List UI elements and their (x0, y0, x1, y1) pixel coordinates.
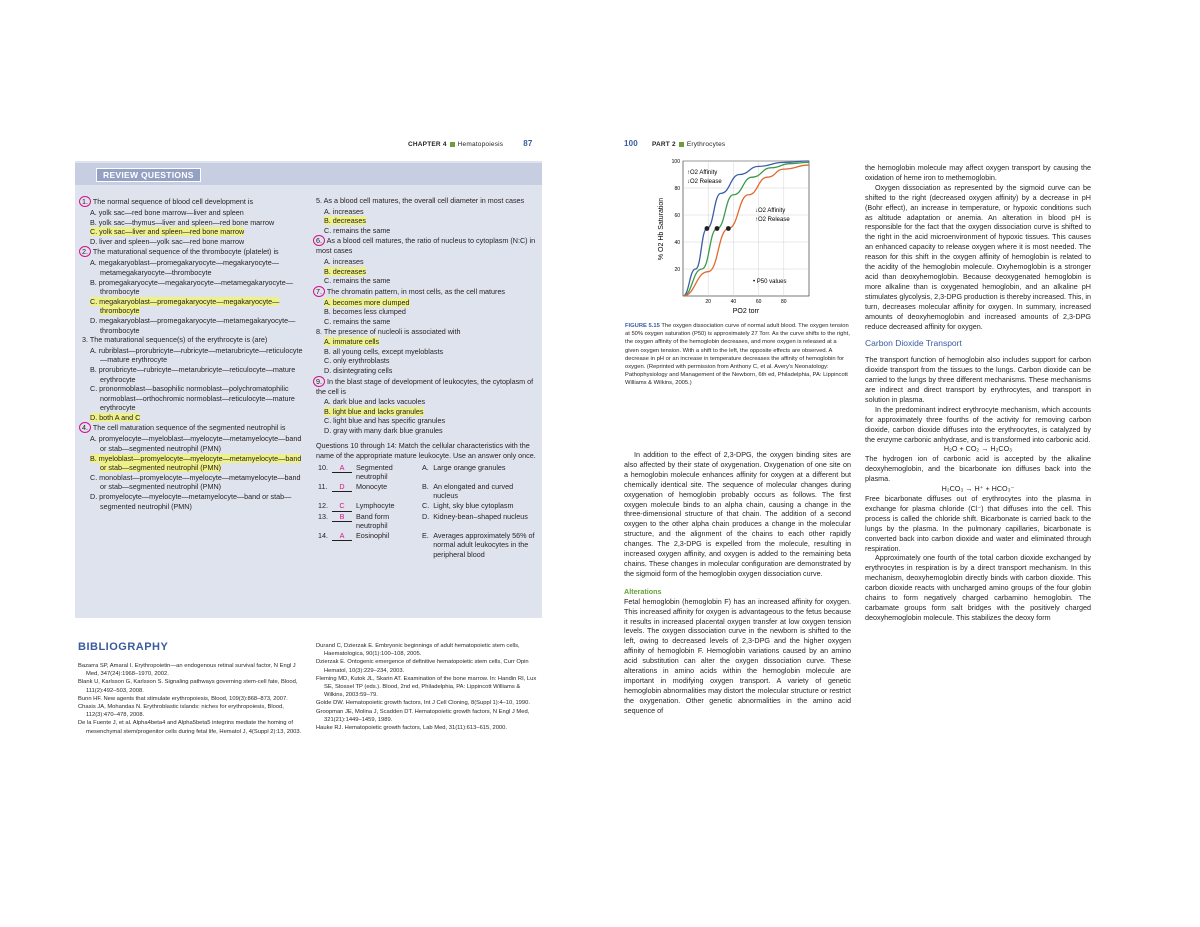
question-number: 2. (79, 246, 91, 257)
matching-row (316, 531, 538, 560)
question-number: 7. (313, 286, 325, 297)
answer-option (90, 492, 304, 511)
reference-entry: Blank U, Karlsson G, Karlsson S. Signaling pathways governing stem-cell fate, Blood, 111(2):492–503, 2008. (78, 679, 298, 694)
match-description: An elongated and curved nucleus (433, 481, 514, 501)
right-running-header (624, 139, 725, 148)
matching-row (316, 512, 538, 531)
chapter-label: CHAPTER 4 (408, 141, 447, 148)
answer-option (90, 316, 304, 335)
y-axis-label: % O2 Hb Saturation (658, 197, 665, 261)
question-number: 6. (313, 235, 325, 246)
legend-left-affinity: ↑O2 Affinity (687, 170, 718, 176)
answer-option (90, 434, 304, 453)
reference-entry: Fleming MD, Kutok JL, Skarin AT. Examination of the bone marrow. In: Handin RI, Lux SE, Stossel TP (eds.). Blood, 2nd ed, Philadelphia, PA: Lippincott Williams & Wilkins, 2003:59–79. (316, 675, 537, 699)
paragraph-indirect-mechanism: In the predominant indirect erythrocyte mechanism, which accounts for approximately three fourths of the activity for removing carbon dioxide, carbon dioxide diffuses into the erythrocytes, is catalyzed by the enzyme carbonic anhydrase, and is transformed into carbonic acid. (865, 404, 1091, 444)
match-number: 11. (318, 481, 328, 491)
paragraph-methemoglobin: the hemoglobin molecule may affect oxygen transport by causing the oxidation of heme iron to methemoglobin. (865, 163, 1091, 182)
page-number: 100 (624, 139, 638, 148)
paragraph-co2-transport: The transport function of hemoglobin also includes support for carbon dioxide transport from the tissues to the lungs. Carbon dioxide can be carried to the lungs by three different mechanisms. These mechanisms are indirect and direct transport by erythrocytes, and transport in solution in plasma. (865, 355, 1091, 404)
highlighted-answer: B. decreases (324, 216, 366, 226)
match-number: 10. (318, 462, 328, 472)
option-text: C. remains the same (324, 316, 391, 326)
match-number: 13. (318, 511, 328, 521)
answer-option (90, 208, 304, 218)
option-text: C. remains the same (324, 225, 391, 235)
option-text: D. megakaryoblast—promegakaryocyte—metamegakaryocyte—thrombocyte (90, 315, 296, 335)
question-8 (316, 327, 538, 337)
x-axis-label: PO2 torr (732, 308, 760, 315)
left-running-header (408, 139, 533, 148)
carbon-dioxide-heading: Carbon Dioxide Transport (865, 338, 962, 349)
question-9 (316, 376, 538, 397)
answer-option (90, 227, 304, 237)
question-stem: The maturational sequence(s) of the erythrocyte is (are) (88, 335, 268, 345)
question-number: 9. (313, 376, 325, 387)
option-text: C. only erythroblasts (324, 356, 390, 366)
bibliography-title: BIBLIOGRAPHY (78, 641, 169, 653)
p50-point (715, 226, 720, 231)
highlighted-answer: D. both A and C (90, 412, 141, 422)
reference-entry: Hauke RJ. Hematopoietic growth factors, Lab Med, 31(11):613–615, 2000. (316, 725, 507, 732)
answer-option (324, 298, 538, 308)
answer-option (324, 347, 538, 357)
match-answer-blank: C (332, 501, 352, 512)
match-cell-name: Segmented neutrophil (356, 462, 393, 482)
option-text: B. yolk sac—thymus—liver and spleen—red bone marrow (90, 217, 275, 227)
question-stem: As a blood cell matures, the ratio of nucleus to cytoplasm (N:C) in most cases (316, 236, 536, 256)
match-letter: D. (422, 511, 430, 521)
reference-entry: Golde DW. Hematopoietic growth factors, Int J Cell Cloning, 8(Suppl 1):4–10, 1990. (316, 700, 530, 707)
equation-dissociation: H₂CO₃ → H⁺ + HCO₃⁻ (941, 484, 1015, 494)
reference-entry: Durand C, Dzierzak E. Embryonic beginnings of adult hematopoietic stem cells, Haematologica, 90(1):100–108, 2005. (316, 643, 520, 658)
y-tick-label: 60 (674, 213, 680, 219)
matching-table (316, 463, 538, 560)
p50-point (705, 226, 710, 231)
answer-option (324, 216, 538, 226)
match-letter: E. (422, 530, 429, 540)
match-answer-blank: A (332, 463, 352, 474)
answer-option (90, 473, 304, 492)
answer-option (324, 317, 538, 327)
reference-entry: Groopman JE, Molina J, Scadden DT. Hematopoietic growth factors, N Engl J Med, 321(21):1449–1459, 1989. (316, 708, 530, 723)
option-text: A. yolk sac—red bone marrow—liver and spleen (90, 208, 244, 217)
x-tick-label: 20 (705, 299, 711, 305)
right-text-column (865, 163, 1091, 623)
question-number: 5. (316, 196, 322, 205)
option-text: A. rubriblast—prorubricyte—rubricyte—metarubricyte—reticulocyte—mature erythrocyte (90, 345, 303, 365)
option-text: A. dark blue and lacks vacuoles (324, 397, 426, 407)
option-text: C. monoblast—promyelocyte—myelocyte—metamyelocyte—band or stab—segmented neutrophil (PMN) (90, 472, 301, 492)
option-text: D. gray with many dark blue granules (324, 425, 443, 435)
figure-label: FIGURE 5.15 (625, 323, 660, 329)
right-page (600, 0, 1200, 927)
question-3 (82, 335, 304, 345)
question-stem: The normal sequence of blood cell development is (91, 197, 254, 206)
match-description: Large orange granules (433, 462, 506, 472)
match-number: 14. (318, 530, 328, 540)
answer-option (324, 276, 538, 286)
answer-option (90, 413, 304, 423)
equation-carbonic-acid: H₂O + CO₂ → H₂CO₃ (943, 444, 1013, 454)
question-number: 8. (316, 326, 322, 336)
part-title: Erythrocytes (686, 141, 726, 148)
highlighted-answer: C. megakaryoblast—promegakaryocyte—megakaryocyte—thrombocyte (90, 296, 280, 316)
review-questions-title: REVIEW QUESTIONS (96, 168, 201, 182)
questions-column-2 (316, 196, 538, 560)
match-cell-name: Monocyte (356, 481, 388, 491)
matching-row (316, 463, 538, 482)
reference-entry: Bunn HF. New agents that stimulate erythropoiesis, Blood, 109(3):868–873, 2007. (78, 695, 288, 702)
oxygen-dissociation-chart (649, 153, 817, 313)
option-text: A. promyelocyte—myeloblast—myelocyte—metamyelocyte—band or stab—segmented neutrophil (PMN) (90, 434, 302, 454)
answer-option (324, 397, 538, 407)
question-2 (82, 246, 304, 257)
option-text: C. pronormoblast—basophilic normoblast—polychromatophilic normoblast—orthochromic normoblast—reticulocyte—mature erythrocyte (90, 384, 295, 413)
references-column-2 (316, 642, 541, 732)
match-cell-name: Lymphocyte (356, 501, 395, 511)
reference-entry: De la Fuente J, et al. Alpha4beta4 and Alpha5beta5 integrins mediate the homing of mesenchymal stem/progenitor cells during fetal life, Hematol J, 4(Suppl 2):13, 2003. (78, 720, 302, 735)
answer-option (324, 267, 538, 277)
question-number: 1. (79, 196, 91, 207)
answer-option (324, 366, 538, 376)
figure-caption (625, 322, 851, 388)
paragraph-alterations: Fetal hemoglobin (hemoglobin F) has an increased affinity for oxygen. This increased affinity for oxygen is advantageous to the fetus because it results in increased placental oxygen transfer at low oxygen tension levels. The oxygen dissociation curve in the newborn is shifted to the left, owing to decreased levels of 2,3-DPG and the higher oxygen affinity of hemoglobin F. Hemoglobin variations caused by an amino acid substitution can alter the oxygen dissociation curve. These alterations in amino acids within the hemoglobin molecule are important in modifying oxygen transport. A variety of genetic hemoglobin abnormalities may distort the molecular structure or restrict the oxygenation. Other genetic abnormalities in the amino acid sequence of (624, 596, 851, 715)
option-text: C. remains the same (324, 276, 391, 286)
x-tick-label: 60 (755, 299, 762, 305)
legend-right-release: ↑O2 Release (755, 217, 790, 223)
highlighted-answer: B. decreases (324, 266, 366, 276)
option-text: A. megakaryoblast—promegakaryocyte—megakaryocyte—metamegakaryocyte—thrombocyte (90, 258, 279, 277)
alterations-heading: Alterations (624, 586, 662, 596)
question-stem: The maturational sequence of the thrombocyte (platelet) is (91, 247, 279, 257)
highlighted-answer: C. yolk sac—liver and spleen—red bone marrow (90, 227, 245, 237)
answer-option (90, 237, 304, 247)
figure-caption-text: The oxygen dissociation curve of normal adult blood. The oxygen tension at 50% oxygen saturation (P50) is approximately 27 Torr. As the curve shifts to the right, the oxygen affinity of the hemoglobin decreases, and more oxygen is released at a given oxygen tension. With a shift to the left, the opposite effects are observed. A decrease in pH or an increase in temperature decreases the affinity of hemoglobin for oxygen. (Reprinted with permission from Anthony C, et al. Avery's Neonatology: Pathophysiology and Management of the Newborn, 6th ed, Philadelphia, PA: Lippincott Williams & Wilkins, 2005.) (625, 323, 850, 387)
option-text: D. liver and spleen—yolk sac—red bone marrow (90, 236, 245, 246)
y-tick-label: 20 (674, 267, 680, 273)
reference-entry: Chasis JA, Mohandas N. Erythroblastic islands: niches for erythropoiesis, Blood, 112(3):470–478, 2008. (78, 704, 284, 719)
highlighted-answer: A. immature cells (324, 337, 380, 347)
part-label: PART 2 (651, 141, 676, 148)
answer-option (90, 278, 304, 297)
matching-row (316, 501, 538, 512)
x-tick-label: 80 (781, 299, 787, 305)
answer-option (90, 346, 304, 365)
answer-option (324, 416, 538, 426)
answer-option (90, 297, 304, 316)
p50-legend: • P50 values (753, 279, 787, 285)
answer-option (324, 226, 538, 236)
option-text: B. becomes less clumped (324, 307, 406, 317)
highlighted-answer: B. light blue and lacks granules (324, 406, 424, 416)
legend-left-release: ↓O2 Release (687, 179, 722, 185)
highlighted-answer: B. myeloblast—promyelocyte—myelocyte—metamyelocyte—band or stab—segmented neutrophil (PMN) (90, 453, 302, 473)
question-5 (316, 196, 538, 206)
answer-option (324, 307, 538, 317)
answer-option (90, 258, 304, 277)
y-tick-label: 40 (674, 240, 680, 246)
highlighted-answer: A. becomes more clumped (324, 297, 410, 307)
question-stem: In the blast stage of development of leukocytes, the cytoplasm of the cell is (316, 376, 534, 396)
p50-point (726, 226, 731, 231)
match-letter: A. (422, 462, 429, 472)
match-letter: C. (422, 501, 430, 511)
match-cell-name: Eosinophil (356, 530, 390, 540)
x-tick-label: 40 (730, 299, 737, 305)
question-stem: As a blood cell matures, the overall cell diameter in most cases (322, 196, 525, 205)
y-tick-label: 80 (674, 186, 680, 192)
question-stem: The presence of nucleoli is associated with (322, 326, 461, 336)
match-number: 12. (318, 501, 328, 511)
question-4 (82, 422, 304, 433)
option-text: B. promegakaryocyte—megakaryocyte—metamegakaryocyte—thrombocyte (90, 277, 293, 297)
question-number: 3. (82, 335, 88, 345)
match-answer-blank: D (332, 482, 352, 493)
paragraph-sigmoid-shift: Oxygen dissociation as represented by the sigmoid curve can be shifted to the right (decreased oxygen affinity) by a decrease in pH (Bohr effect), an increase in temperature, or hypoxic conditions such as altitude adaptation or anemia. An alteration in blood pH is responsible for the fact that the oxygen dissociation curve is shifted to the right in the acid microenvironment of hypoxic tissues. This causes an enhanced capacity to release oxygen where it is most needed. The reason for this shift in the oxygen affinity of hemoglobin is related to the acidity of the hemoglobin molecule. Oxyhemoglobin is a stronger acid than deoxyhemoglobin. Because deoxygenated hemoglobin is more alkaline than is oxygenated hemoglobin, and an alkaline pH stimulates glycolysis, 2,3-DPG production is thereby increased. This, in turn, decreases molecular affinity for oxygen. In summary, increased amounts of deoxyhemoglobin and increased amounts of 2,3-DPG reduce decreased affinity for oxygen. (865, 182, 1091, 331)
match-answer-blank: B (332, 512, 352, 523)
option-text: D. promyelocyte—myelocyte—metamyelocyte—band or stab—segmented neutrophil (PMN) (90, 492, 292, 511)
answer-option (324, 356, 538, 366)
matching-row (316, 482, 538, 501)
question-1 (82, 196, 304, 207)
match-letter: B. (422, 481, 429, 491)
answer-option (90, 365, 304, 384)
answer-option (324, 257, 538, 267)
chapter-title: Hematopoiesis (457, 141, 504, 148)
paragraph-oxygenation: In addition to the effect of 2,3-DPG, the oxygen binding sites are also affected by their state of oxygenation. Oxygenation of one site on a hemoglobin molecule enhances affinity for oxygen at a different but chemically identical site. The sequence of molecular changes during oxygenation of hemoglobin probably occurs as follows. The first oxygen molecule binds to an alpha chain, causing a change in the three-dimensional structure of that chain. The addition of a second oxygen to the other alpha chain produces a change in the molecular structure, and the alignment of the chains to each other rapidly changes. The 2,3-DPG is expelled from the molecule, resulting in increased oxygen affinity, and oxygen is added to the remaining beta chains. These changes in molecular configuration are demonstrated by the sigmoid form of the hemoglobin oxygen dissociation curve. (624, 450, 851, 578)
paragraph-chloride-shift: Free bicarbonate diffuses out of erythrocytes into the plasma in exchange for plasma chloride (Cl⁻) that diffuses into the cell. This process is called the chloride shift. Bicarbonate is carried back to the lungs by the plasma. In the pulmonary capillaries, bicarbonate is converted back into carbon dioxide and water and eliminated through respiration. (865, 494, 1091, 553)
page-number: 87 (523, 139, 533, 148)
answer-option (324, 426, 538, 436)
question-6 (316, 235, 538, 256)
questions-column-1 (82, 196, 304, 511)
option-text: C. light blue and has specific granules (324, 416, 446, 426)
option-text: B. prorubricyte—rubricyte—metarubricyte—reticulocyte—mature erythrocyte (90, 364, 296, 384)
answer-option (90, 454, 304, 473)
answer-option (90, 218, 304, 228)
references-column-1 (78, 662, 303, 736)
answer-option (324, 337, 538, 347)
answer-option (90, 384, 304, 413)
option-text: A. increases (324, 206, 364, 216)
question-stem: The chromatin pattern, in most cells, as the cell matures (325, 286, 506, 296)
question-number: 4. (79, 422, 91, 433)
matching-instructions: Questions 10 through 14: Match the cellular characteristics with the name of the appropriate mature leukocyte. Use an answer only once. (316, 441, 536, 461)
legend-right-affinity: ↓O2 Affinity (755, 208, 786, 214)
paragraph-hydrogen-ion: The hydrogen ion of carbonic acid is accepted by the alkaline deoxyhemoglobin, and the bicarbonate ion diffuses back into the plasma. (865, 454, 1091, 484)
answer-option (324, 207, 538, 217)
y-tick-label: 100 (671, 159, 680, 165)
option-text: A. increases (324, 256, 364, 266)
paragraph-direct-mechanism: Approximately one fourth of the total carbon dioxide exchanged by erythrocytes in respiration is by a direct transport mechanism. In this mechanism, deoxyhemoglobin directly binds with carbon dioxide. This carbon dioxide reacts with uncharged amino groups of the four globin chains to form negatively charged carbamino hemoglobin. The carbamate groups form salt bridges with the positively charged deoxyhemoglobin molecule. This stabilizes the deoxy form (865, 553, 1091, 622)
match-description: Light, sky blue cytoplasm (433, 501, 514, 511)
match-cell-name: Band form neutrophil (356, 511, 390, 531)
question-stem: The cell maturation sequence of the segmented neutrophil is (91, 423, 286, 433)
answer-option (324, 407, 538, 417)
reference-entry: Dzierzak E. Ontogenic emergence of definitive hematopoietic stem cells, Curr Opin Hematol, 10(3):229–234, 2003. (316, 659, 529, 674)
match-description: Averages approximately 56% of normal adult leukocytes in the peripheral blood (433, 530, 535, 559)
match-answer-blank: A (332, 531, 352, 542)
reference-entry: Bazarra SP, Amaral I. Erythropoietin—an endogenous retinal survival factor, N Engl J Med, 347(24):1968–1970, 2002. (78, 663, 296, 678)
option-text: D. disintegrating cells (324, 365, 393, 375)
option-text: B. all young cells, except myeloblasts (324, 346, 444, 356)
question-7 (316, 286, 538, 297)
match-description: Kidney-bean–shaped nucleus (433, 511, 528, 521)
left-text-column (624, 450, 851, 716)
